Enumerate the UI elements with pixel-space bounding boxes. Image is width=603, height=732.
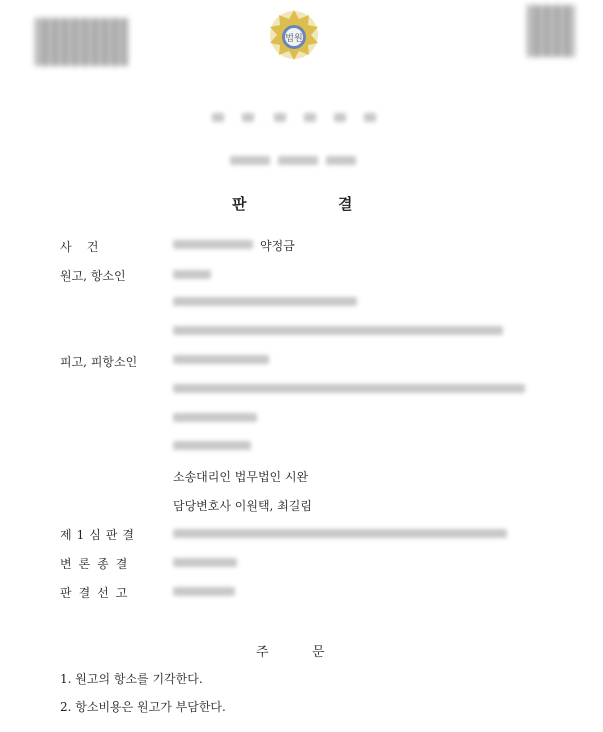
attorneys-line: 담당변호사 이원택, 최길림 [173, 499, 312, 513]
order-heading-char-1: 주 [256, 645, 269, 660]
counsel-line: 소송대리인 법무법인 시완 [173, 470, 309, 484]
redacted-defendant-address [173, 384, 525, 393]
closing-argument-label: 변론종결 [60, 557, 135, 571]
redacted-stamp-left [35, 18, 128, 66]
redacted-defendant-line-4 [173, 441, 251, 450]
redacted-plaintiff-address-2 [173, 326, 503, 335]
case-label: 사 건 [60, 240, 99, 254]
redacted-stamp-right [527, 5, 575, 57]
redacted-defendant-line-3 [173, 413, 257, 422]
redacted-first-instance [173, 529, 507, 538]
first-instance-label: 제1심판결 [60, 528, 140, 542]
plaintiff-label: 원고, 항소인 [60, 269, 126, 283]
seal-text: 법원 [285, 34, 303, 44]
case-name: 약정금 [260, 239, 295, 253]
title-char-2: 결 [338, 195, 353, 213]
redacted-court-name [212, 111, 382, 123]
title-char-1: 판 [232, 195, 247, 213]
order-heading-char-2: 문 [312, 645, 325, 660]
redacted-division [230, 153, 360, 167]
redacted-defendant-name [173, 355, 269, 364]
judgment-title [232, 193, 362, 214]
redacted-case-number [173, 240, 253, 249]
sentence-label: 판결선고 [60, 586, 135, 600]
court-seal-icon [266, 7, 322, 63]
order-item-2: 2. 항소비용은 원고가 부담한다. [60, 700, 226, 714]
redacted-plaintiff-name [173, 270, 211, 279]
redacted-closing-date [173, 558, 237, 567]
order-item-1: 1. 원고의 항소를 기각한다. [60, 672, 203, 686]
redacted-sentence-date [173, 587, 235, 596]
redacted-plaintiff-address [173, 297, 357, 306]
defendant-label: 피고, 피항소인 [60, 355, 138, 369]
order-heading [256, 641, 336, 660]
